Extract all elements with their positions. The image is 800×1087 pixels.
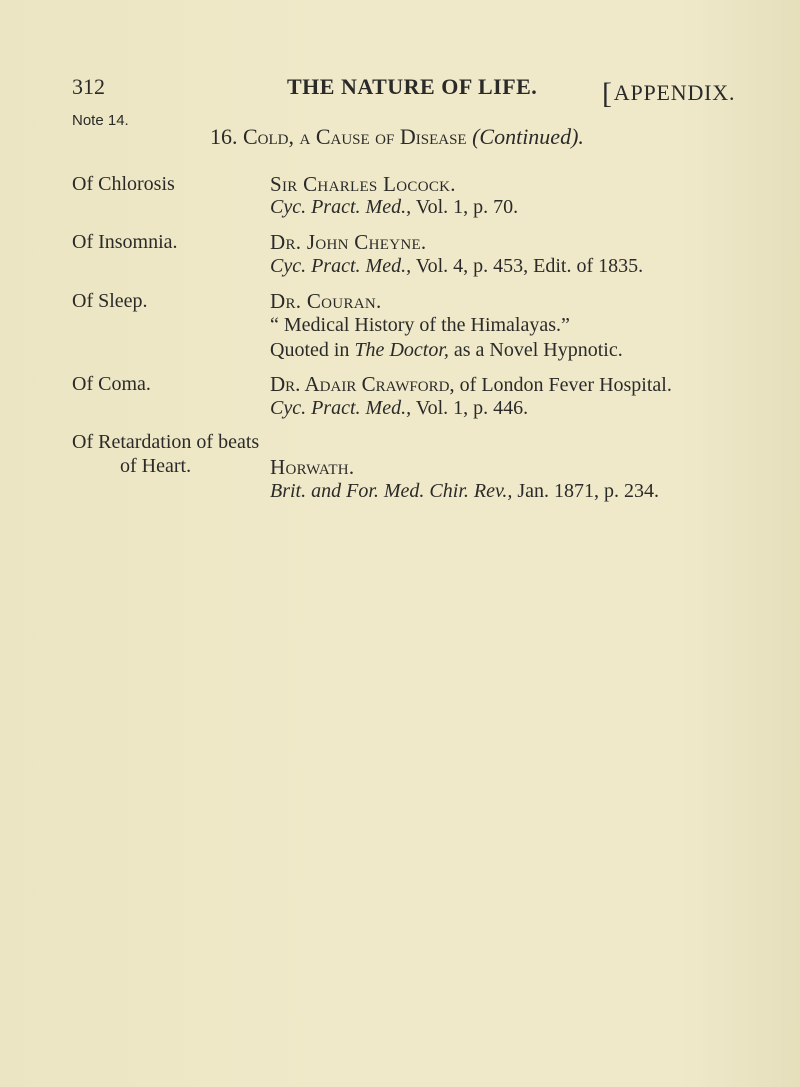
note-label: Note 14. (72, 112, 129, 129)
page-number: 312 (72, 74, 105, 99)
entry-subject: Of Insomnia. (72, 231, 178, 253)
entry-citation (270, 255, 643, 278)
entry-author: Sir Charles Locock. (270, 172, 456, 196)
entry-subject-continued: of Heart. (120, 455, 192, 477)
entry-author: Horwath. (270, 455, 355, 479)
quoted-prefix: Quoted in (270, 339, 350, 361)
citation-detail: Vol. 4, p. 453, Edit. of 1835. (415, 255, 644, 277)
entry-author-line (270, 372, 672, 397)
citation-journal: Cyc. Pract. Med., (270, 397, 412, 419)
entry-subject: Of Retardation of beats (72, 431, 260, 453)
entry-author: Dr. John Cheyne. (270, 230, 427, 254)
entry-citation (270, 480, 659, 503)
entry-author: Dr. Couran. (270, 289, 382, 313)
citation-journal: Cyc. Pract. Med., (270, 255, 412, 277)
section-title: Cold, a Cause of Disease (243, 124, 467, 149)
citation-detail: Vol. 1, p. 70. (415, 196, 519, 218)
entry-citation (270, 196, 518, 219)
running-title: THE NATURE OF LIFE. (287, 74, 538, 99)
entry-author-affiliation: of London Fever Hospital. (459, 374, 672, 396)
citation-journal: Brit. and For. Med. Chir. Rev., (270, 480, 513, 502)
entry-author: Dr. Adair Crawford, (270, 372, 455, 396)
entry-quote: “ Medical History of the Himalayas.” (270, 314, 570, 336)
quoted-journal: The Doctor, (354, 339, 449, 361)
entry-citation (270, 397, 528, 420)
entry-subject: Of Chlorosis (72, 173, 175, 195)
quoted-suffix: as a Novel Hypnotic. (453, 339, 623, 361)
citation-detail: Jan. 1871, p. 234. (517, 480, 660, 502)
entry-quoted-in (270, 339, 623, 362)
section-label: [APPENDIX. (602, 77, 736, 110)
section-number: 16. (210, 124, 238, 149)
section-heading (210, 124, 584, 150)
bracket-glyph: [ (602, 77, 613, 110)
citation-detail: Vol. 1, p. 446. (415, 397, 529, 419)
entry-subject: Of Coma. (72, 373, 151, 395)
citation-journal: Cyc. Pract. Med., (270, 196, 412, 218)
section-continued: (Continued). (472, 124, 584, 149)
entry-subject: Of Sleep. (72, 290, 148, 312)
